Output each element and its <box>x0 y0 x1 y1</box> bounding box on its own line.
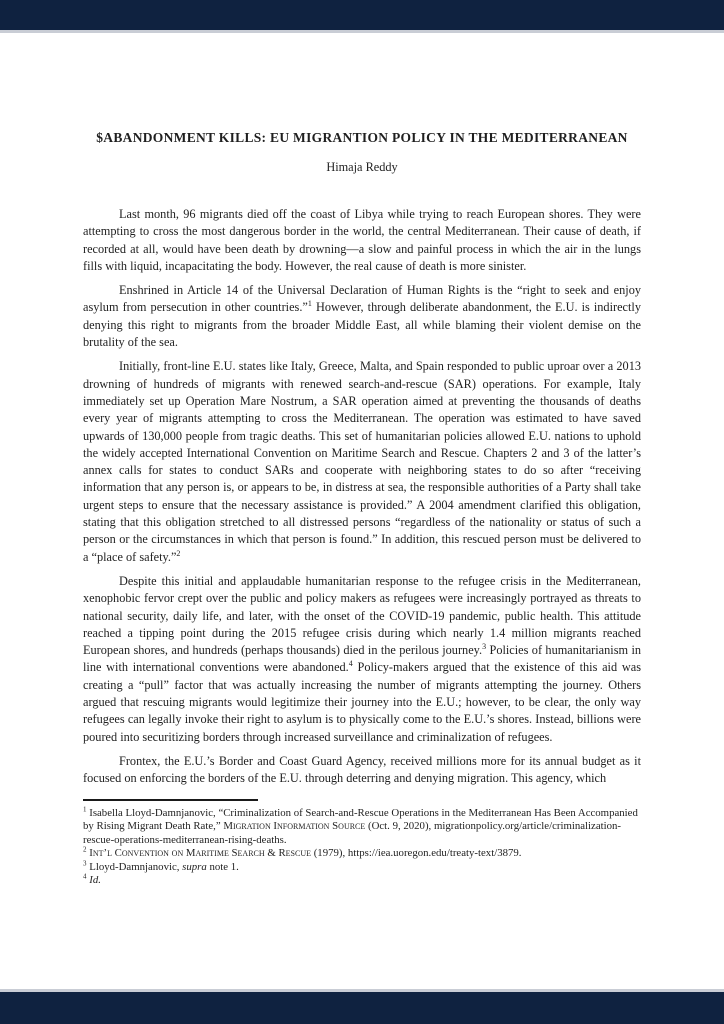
footnote-separator-rule <box>83 799 258 801</box>
paragraph <box>83 358 641 566</box>
text-segment: (1979), https://iea.uoregon.edu/treaty-text/3879. <box>311 847 522 860</box>
text-segment: Despite this initial and applaudable humanitarian response to the refugee crisis in the Mediterranean, xenophobic fervor crept over the public and policy makers as refugees were increasingly portrayed as threats to national security, daily life, and later, with the onset of the COVID-19 pandemic, public health. This attitude reached a tipping point during the 2015 refugee crisis during which nearly 1.4 million migrants reached European shores, and hundreds (perhaps thousands) died in the perilous journey. <box>83 573 641 658</box>
text-segment: Isabella Lloyd-Damnjanovic, “Criminalization of Search-and-Rescue Operations in the Mediterranean Has Been Accompanied by Rising Migrant Death Rate,” <box>83 806 638 833</box>
paragraph <box>83 753 641 788</box>
footnote-number: 4 <box>83 872 87 881</box>
text-segment: Frontex, the E.U.’s Border and Coast Guard Agency, received millions more for its annual budget as it focused on enforcing the borders of the E.U. through deterring and denying migration. This agency, which <box>83 753 641 786</box>
text-segment: Migration Information Source <box>223 820 366 833</box>
footnote-number: 1 <box>83 804 87 813</box>
footnote <box>83 861 641 875</box>
footnote-number: 3 <box>83 859 87 868</box>
text-segment: Id. <box>89 874 101 887</box>
text-segment: note 1. <box>206 860 239 873</box>
footnote-reference: 2 <box>176 548 181 558</box>
footnote-reference: 4 <box>348 659 353 669</box>
text-segment: Int’l Convention on Maritime Search & Rescue <box>89 847 311 860</box>
text-segment: Lloyd-Damnjanovic, <box>89 860 183 873</box>
footnote <box>83 847 641 861</box>
text-segment: Last month, 96 migrants died off the coast of Libya while trying to reach European shores. They were attempting to cross the most dangerous border in the world, the central Mediterranean. Their cause of death, if recorded at all, would have been death by drowning—a slow and painful process in which the air in the lungs fills with liquid, incapacitating the body. However, the real cause of death is more sinister. <box>83 207 641 273</box>
top-border-bar <box>0 0 724 33</box>
text-segment: (Oct. 9, 2020), migrationpolicy.org/article/criminalization-rescue-operations-mediterranean-rising-deaths. <box>83 820 622 846</box>
text-segment: supra <box>182 860 207 873</box>
footnote <box>83 804 641 848</box>
page-content <box>83 129 641 888</box>
footnote-list <box>83 804 641 889</box>
paragraph <box>83 573 641 746</box>
footnotes-section <box>83 799 641 889</box>
footnote-reference: 3 <box>482 642 487 652</box>
text-segment: However, through deliberate abandonment, the E.U. is indirectly denying this right to migrants from the broader Middle East, all while blaming their violent demise on the brutality of the sea. <box>83 300 641 350</box>
author-name: Himaja Reddy <box>326 160 398 174</box>
text-segment: Initially, front-line E.U. states like Italy, Greece, Malta, and Spain responded to public uproar over a 2013 drowning of hundreds of migrants with renewed search-and-rescue (SAR) operations. For example, Italy immediately set up Operation Mare Nostrum, a SAR operation aimed at preventing the thousands of deaths every year of migrants attempting to cross the Mediterranean. The operation was estimated to have saved upwards of 130,000 people from tragic deaths. This set of humanitarian policies allowed E.U. nations to uphold the widely accepted International Convention on Maritime Search and Rescue. Chapters 2 and 3 of the latter’s annex calls for states to conduct SARs and cooperate with neighboring states to do so after “receiving information that any person is, or appears to be, in distress at sea, the responsible authorities of a Party shall take urgent steps to ensure that the necessary assistance is provided.” A 2004 amendment clarified this obligation, stating that this obligation stretched to all distressed persons “regardless of the nationality or status of such a person or the circumstances in which that person is found.” In addition, this rescued person must be delivered to a “place of safety.” <box>83 359 641 564</box>
paragraph <box>83 282 641 351</box>
text-segment: Policies of humanitarianism in line with international conventions were abandoned. <box>83 643 642 675</box>
body-paragraphs <box>83 206 641 788</box>
footnote-number: 2 <box>83 845 87 854</box>
text-segment: Policy-makers argued that the existence of this aid was creating a “pull” factor that was actually increasing the number of migrants attempting the journey. Others argued that rescuing migrants would legitimize their journey into the E.U.; however, to be clear, the only way refugees can legally invoke their right to asylum is to physically come to the E.U.’s shores. Instead, billions were poured into securitizing borders through increased surveillance and criminalization of refugees. <box>83 660 641 744</box>
text-segment: Enshrined in Article 14 of the Universal Declaration of Human Rights is the “right to seek and enjoy asylum from persecution in other countries.” <box>83 283 641 315</box>
footnote <box>83 874 641 888</box>
paper-title: $ABANDONMENT KILLS: EU MIGRANTION POLICY IN THE MEDITERRANEAN <box>96 130 628 145</box>
paragraph <box>83 206 641 275</box>
footnote-reference: 1 <box>307 299 312 309</box>
bottom-border-bar <box>0 989 724 1024</box>
